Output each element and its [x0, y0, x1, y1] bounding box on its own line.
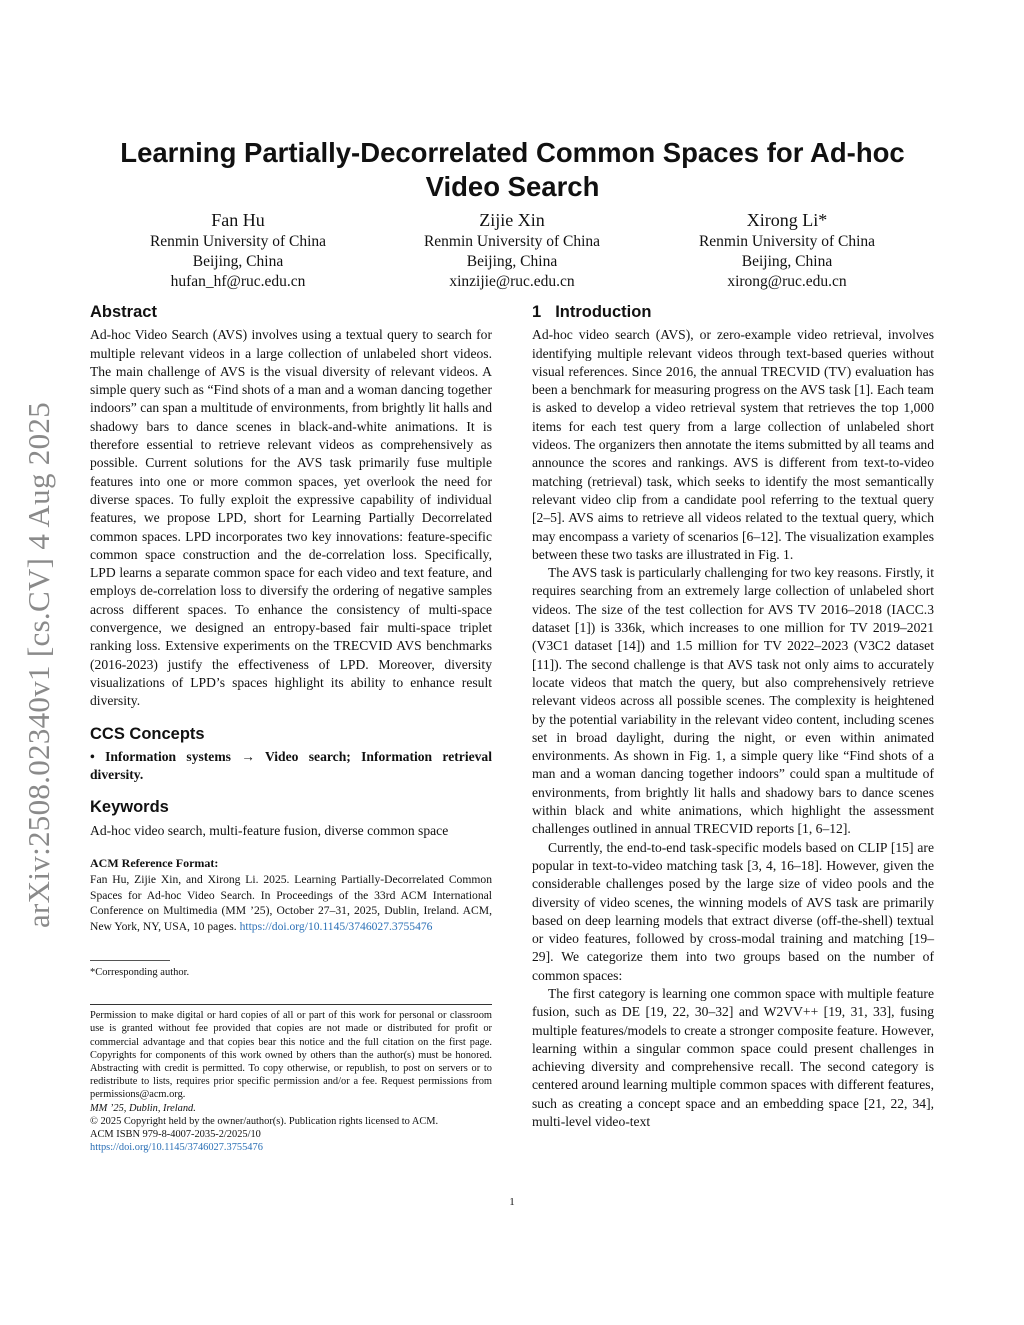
author-email[interactable]: xinzijie@ruc.edu.cn [449, 273, 575, 290]
permission-doi-link[interactable]: https://doi.org/10.1145/3746027.3755476 [90, 1142, 263, 1154]
abstract-heading: Abstract [90, 303, 157, 321]
paper-title [90, 136, 935, 204]
intro-paragraph-3: Currently, the end-to-end task-specific models based on CLIP [15] are popular in text-to-video matching task [3, 4, 16–18]. However, given the considerable challenges posed by the large size of video pools and the diversity of video scenes, the winning models of AVS task are primarily based on deep learning models that extract diverse (off-the-shell) textual or video features, followed by cross-modal training and matching [19–29]. We categorize them into two groups based on the number of common spaces: [532, 839, 934, 983]
abstract-text: Ad-hoc Video Search (AVS) involves using a textual query to search for multiple relevant videos in a large collection of unlabeled short videos. The main challenge of AVS is the visual diversity of relevant videos. A simple query such as “Find shots of a man and a woman dancing together indoors” can span a multitude of environments, from brightly lit halls and shadowy bars to dance scenes in black-and-white animations. It is therefore essential to retrieve relevant videos as comprehensively as possible. Current solutions for the AVS task primarily fuse multiple features into one or more common spaces, yet overlook the need for diverse spaces. To fully exploit the expressive capability of individual features, we propose LPD, short for Learning Partially Decorrelated common spaces. LPD incorporates two key innovations: feature-specific common space construction and the de-correlation loss. Specifically, LPD learns a separate common space for each video and text feature, and employs de-correlation loss to diversify the ordering of negative samples across different spaces. To enhance the consistency of multi-space convergence, we designed an entropy-based fair multi-space triplet ranking loss. Extensive experiments on the TRECVID AVS benchmarks (2016-2023) justify the effectiveness of LPD. Moreover, diversity visualizations of LPD’s spaces highlight its ability to enhance result diversity. [90, 327, 492, 709]
author-location: Beijing, China [192, 253, 284, 270]
intro-paragraph-1: Ad-hoc video search (AVS), or zero-example video retrieval, involves identifying multiple relevant videos through text-based queries without visual references. Since 2016, the annual TRECVID (TV) evaluation has been a benchmark for measuring progress on the AVS task [1]. Each team is asked to develop a video retrieval system that retrieves the top 1,000 items for each test query from a large collection of unlabeled short videos. The organizers then annotate the items submitted by all teams and announce the scores and rankings. AVS is different from text-to-video matching (retrieval) task, which seeks to identify the most semantically relevant video clip from a candidate pool referring to the textual query [2–5]. AVS aims to retrieve all videos related to the textual query, which may encompass a variety of scenarios [6–12]. The visualization examples between these two tasks are illustrated in Fig. 1. [532, 327, 934, 562]
right-column [532, 303, 934, 1131]
permission-copyright: © 2025 Copyright held by the owner/author(s). Publication rights licensed to ACM. [90, 1115, 439, 1127]
permission-isbn: ACM ISBN 979-8-4007-2035-2/2025/10 [90, 1129, 261, 1141]
permission-text: Permission to make digital or hard copies of all or part of this work for personal or classroom use is granted without fee provided that copies are not made or distributed for profit or commercial advantage and that copies bear this notice and the full citation on the first page. Copyrights for components of this work owned by others than the author(s) must be honored. Abstracting with credit is permitted. To copy otherwise, or republish, to post on servers or to redistribute to lists, requires prior specific permission and/or a fee. Request permissions from permissions@acm.org. [90, 1010, 492, 1101]
keywords-heading: Keywords [90, 798, 169, 817]
left-column [90, 303, 492, 1154]
intro-paragraph-2: The AVS task is particularly challenging for two key reasons. Firstly, it requires searching from an extremely large collection of unlabeled short videos. The size of the test collection for AVS TV 2016–2018 (IACC.3 dataset [1]) is 336k, which increases to one million for TV 2019–2021 (V3C1 dataset [14]) and 1.5 million for TV 2022–2023 (V3C2 dataset [11]). The second challenge is that AVS task not only aims to accurately locate videos that match the query, but also comprehensively retrieve relevant videos across all possible scenes. The complexity is heightened by the potential variability in the relevant video content, including scenes set in broad daylight, during the night, or even within animated environments. As shown in Fig. 1, a simple query like “Find shots of a man and a woman dancing together indoors” could span a multitude of environments, from brightly lit halls and shadowy bars to dance scenes within black and white animations, which highlight the assessment challenges outlined in annual TRECVID reports [1, 6–12]. [532, 565, 934, 837]
author-block-1 [118, 208, 358, 292]
ccs-heading: CCS Concepts [90, 724, 205, 743]
permission-block [90, 1004, 492, 1154]
author-affiliation: Renmin University of China [423, 233, 601, 250]
author-affiliation: Renmin University of China [149, 233, 327, 250]
author-block-2 [392, 208, 632, 292]
author-email[interactable]: xirong@ruc.edu.cn [727, 273, 847, 290]
footnote-text: *Corresponding author. [90, 966, 190, 978]
intro-section-number: 1 [532, 303, 542, 321]
author-location: Beijing, China [466, 253, 558, 270]
author-email[interactable]: hufan_hf@ruc.edu.cn [170, 273, 306, 290]
author-location: Beijing, China [741, 253, 833, 270]
permission-venue: MM ’25, Dublin, Ireland. [90, 1102, 196, 1114]
ccs-text: • Information systems → Video search; Information retrieval diversity. [90, 748, 492, 783]
arxiv-stamp [14, 370, 64, 960]
author-name: Zijie Xin [479, 210, 545, 230]
author-name: Fan Hu [211, 210, 265, 230]
author-affiliation: Renmin University of China [698, 233, 876, 250]
acm-ref-label: ACM Reference Format: [90, 856, 219, 871]
intro-paragraph-4: The first category is learning one common space with multiple feature fusion, such as DE [19, 22, 30–32] and W2VV++ [19, 31, 33], fusing multiple features/models to create a stronger composite feature. However, learning within a singular common space could present challenges in achieving diversity and comprehensive recall. The second category is centered around learning multiple common spaces with different features, such as creating a concept space and an embedding space [21, 22, 34], multi-level video-text [532, 985, 934, 1130]
intro-heading [532, 303, 934, 321]
title-line-2: Video Search [425, 171, 600, 202]
intro-heading-text: Introduction [555, 303, 652, 321]
arxiv-stamp-text: arXiv:2508.02340v1 [cs.CV] 4 Aug 2025 [21, 401, 56, 929]
page-number: 1 [509, 1196, 515, 1208]
acm-ref-citation: Fan Hu, Zijie Xin, and Xirong Li. 2025. Learning Partially-Decorrelated Common Spaces for Ad-hoc Video Search. In Proceedings of the 33rd ACM International Conference on Multimedia (MM ’25), October 27–31, 2025, Dublin, Ireland. ACM, New York, NY, USA, 10 pages. [90, 873, 492, 933]
keywords-text: Ad-hoc video search, multi-feature fusion, diverse common space [90, 822, 449, 838]
footnote-rule [90, 960, 190, 982]
title-line-1: Learning Partially-Decorrelated Common Spaces for Ad-hoc [120, 137, 905, 168]
acm-ref-doi-link[interactable]: https://doi.org/10.1145/3746027.3755476 [239, 919, 433, 933]
author-block-3 [667, 208, 907, 292]
author-name: Xirong Li* [746, 210, 828, 230]
acm-ref-text [90, 872, 492, 934]
